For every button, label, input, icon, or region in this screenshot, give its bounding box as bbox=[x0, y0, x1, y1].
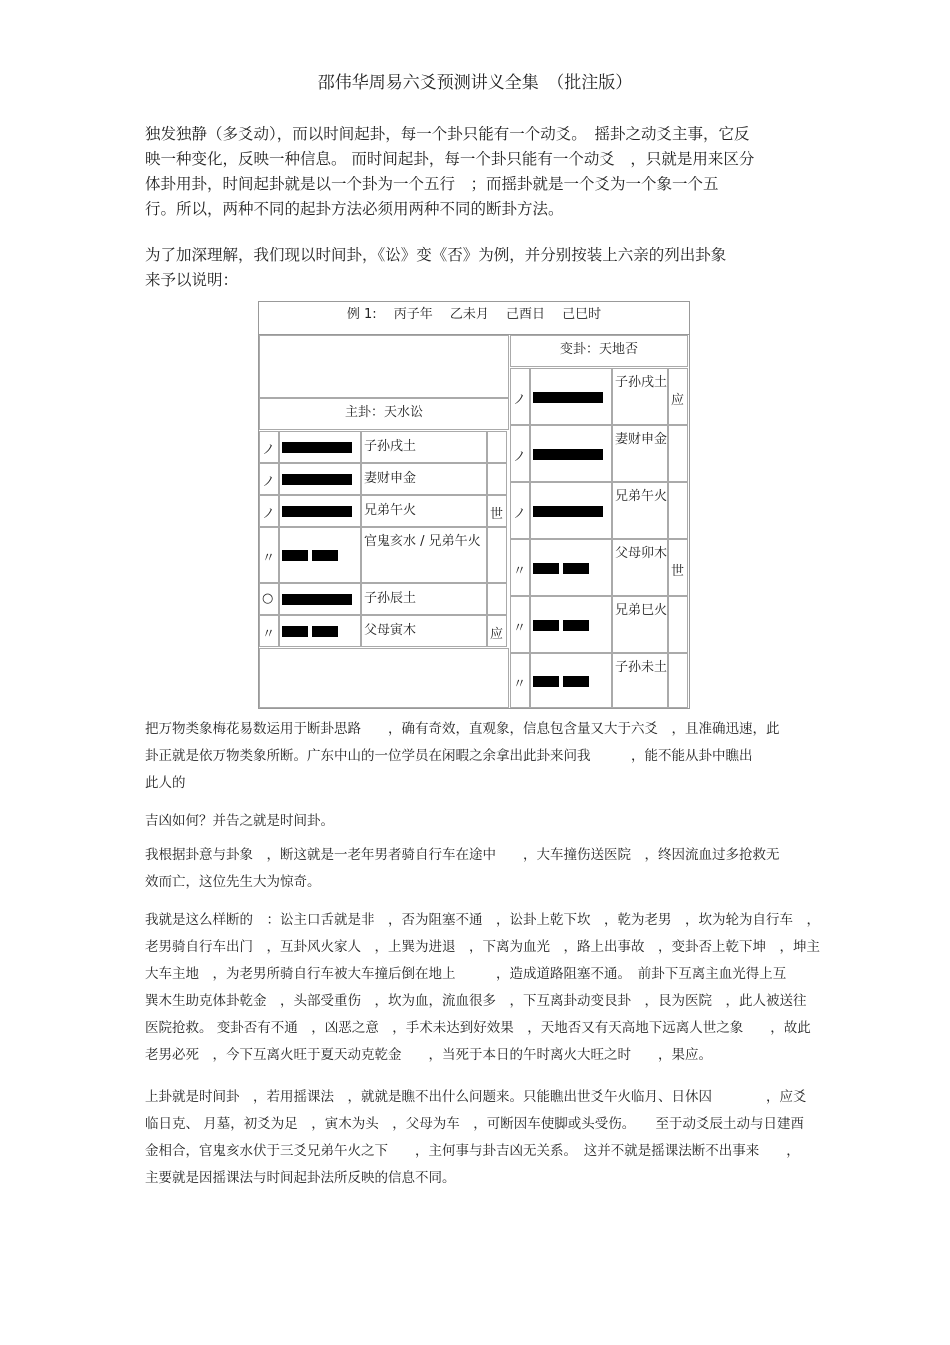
changed-line-mark-cell bbox=[510, 596, 530, 653]
changed-line-text-cell bbox=[612, 596, 668, 653]
changed-line-mark: 〃 bbox=[513, 620, 527, 636]
yang-line bbox=[282, 506, 352, 517]
yin-line bbox=[282, 626, 338, 637]
yin-line bbox=[282, 550, 338, 561]
analysis-paragraph-4 bbox=[145, 907, 820, 1069]
main-line-tag-cell bbox=[487, 495, 507, 527]
changed-six-relative-label: 兄弟午火 bbox=[615, 489, 668, 504]
text-line: 卦正就是依万物类象所断。广东中山的一位学员在闲暇之余拿出此卦来问我 ，能不能从卦中瞧出 bbox=[145, 748, 753, 764]
changed-line-text-cell bbox=[612, 653, 668, 708]
changed-six-relative-label: 父母卯木 bbox=[615, 546, 668, 561]
text-line: 吉凶如何？并告之就是时间卦。 bbox=[145, 813, 334, 829]
changed-line-cell bbox=[530, 482, 612, 539]
main-six-relative-label: 妻财申金 bbox=[364, 471, 417, 486]
changed-line-cell bbox=[530, 653, 612, 708]
yin-line bbox=[533, 563, 589, 574]
intro-line: 独发独静（多爻动），而以时间起卦，每一个卦只能有一个动爻。 摇卦之动爻主事，它反 bbox=[145, 125, 750, 143]
yang-line bbox=[533, 392, 603, 403]
changed-line-tag-cell bbox=[668, 539, 688, 596]
main-line-text-cell bbox=[361, 615, 487, 647]
changed-line-mark: ノ bbox=[513, 392, 527, 408]
main-line-text-cell bbox=[361, 431, 487, 463]
intro-line: 行。所以，两种不同的起卦方法必须用两种不同的断卦方法。 bbox=[145, 200, 564, 218]
table-header: 例 1: 丙子年 乙未月 己酉日 己巳时 bbox=[259, 302, 689, 335]
main-line-tag-cell bbox=[487, 463, 507, 495]
text-line: 巽木生助克体卦乾金 ，头部受重伤 ，坎为血，流血很多 ，下互离卦动变艮卦 ，艮为医院 ，此人被送往 bbox=[145, 993, 807, 1009]
main-line-text-cell bbox=[361, 527, 487, 583]
main-line-cell bbox=[279, 583, 361, 615]
analysis-paragraph-5 bbox=[145, 1084, 810, 1192]
changed-line-text-cell bbox=[612, 482, 668, 539]
text-line: 金相合，官鬼亥水伏于三爻兄弟午火之下 ，主何事与卦吉凶无关系。 这并不就是摇课法断不出事来 ， bbox=[145, 1143, 800, 1159]
main-six-relative-label: 官鬼亥水 / 兄弟午火 bbox=[364, 534, 481, 549]
changed-line-mark: ノ bbox=[513, 449, 527, 465]
text-line: 医院抢救。 变卦否有不通 ，凶恶之意 ，手术未达到好效果 ，天地否又有天高地下远离人世之象 ，故此 bbox=[145, 1020, 811, 1036]
main-six-relative-label: 子孙辰土 bbox=[364, 591, 417, 606]
main-line-text-cell bbox=[361, 463, 487, 495]
main-shi-ying-tag: 世 bbox=[490, 507, 504, 522]
yang-line bbox=[533, 506, 603, 517]
intro-line: 为了加深理解，我们现以时间卦，《讼》变《否》为例，并分别按装上六亲的列出卦象 bbox=[145, 246, 727, 264]
text-line: 大车主地 ，为老男所骑自行车被大车撞后倒在地上 ，造成道路阻塞不通。 前卦下互离主血光得上互 bbox=[145, 966, 787, 982]
main-line-cell bbox=[279, 431, 361, 463]
changed-shi-ying-tag: 世 bbox=[671, 563, 685, 579]
changed-six-relative-label: 子孙未土 bbox=[615, 660, 668, 675]
text-line: 此人的 bbox=[145, 775, 186, 791]
changed-line-mark-cell bbox=[510, 482, 530, 539]
text-line: 我就是这么样断的 ：讼主口舌就是非 ，否为阻塞不通 ，讼卦上乾下坎 ，乾为老男 ，坎为轮为自行车 ， bbox=[145, 912, 820, 928]
intro-line: 体卦用卦，时间起卦就是以一个卦为一个五行 ；而摇卦就是一个爻为一个象一个五 bbox=[145, 175, 719, 193]
intro-line: 来予以说明： bbox=[145, 271, 239, 289]
intro-paragraph bbox=[145, 122, 810, 222]
changed-hexagram-title: 变卦：天地否 bbox=[510, 335, 688, 367]
analysis-paragraph-3 bbox=[145, 842, 810, 896]
changed-six-relative-label: 兄弟巳火 bbox=[615, 603, 668, 618]
changed-line-tag-cell bbox=[668, 653, 688, 708]
main-six-relative-label: 父母寅木 bbox=[364, 623, 417, 638]
yin-line bbox=[533, 620, 589, 631]
main-line-mark-cell bbox=[259, 527, 279, 583]
main-line-mark-cell bbox=[259, 615, 279, 647]
main-shi-ying-tag: 应 bbox=[490, 627, 504, 642]
changed-six-relative-label: 妻财申金 bbox=[615, 432, 668, 447]
main-line-text-cell bbox=[361, 583, 487, 615]
main-six-relative-label: 子孙戌土 bbox=[364, 439, 417, 454]
changed-line-tag-cell bbox=[668, 482, 688, 539]
blank-cell bbox=[259, 335, 509, 398]
changed-line-cell bbox=[530, 539, 612, 596]
changed-line-mark: ノ bbox=[513, 506, 527, 522]
main-line-mark: 〃 bbox=[262, 551, 276, 566]
changed-line-tag-cell bbox=[668, 368, 688, 425]
main-line-mark: ○ bbox=[262, 591, 274, 606]
text-line: 老男骑自行车出门 ，互卦风火家人 ，上巽为进退 ，下离为血光 ，路上出事故 ，变卦否上乾下坤 ，坤主 bbox=[145, 939, 820, 955]
yang-line bbox=[282, 474, 352, 485]
changed-line-mark: 〃 bbox=[513, 563, 527, 579]
text-line: 我根据卦意与卦象 ，断这就是一老年男者骑自行车在途中 ，大车撞伤送医院 ，终因流血过多抢救无 bbox=[145, 847, 780, 863]
main-six-relative-label: 兄弟午火 bbox=[364, 503, 417, 518]
text-line: 效而亡，这位先生大为惊奇。 bbox=[145, 874, 321, 890]
main-line-mark: ノ bbox=[262, 475, 276, 490]
yang-line bbox=[533, 449, 603, 460]
main-line-mark-cell bbox=[259, 583, 279, 615]
changed-line-mark-cell bbox=[510, 425, 530, 482]
intro-paragraph-2 bbox=[145, 243, 810, 293]
main-line-cell bbox=[279, 495, 361, 527]
changed-line-mark-cell bbox=[510, 653, 530, 708]
changed-line-mark: 〃 bbox=[513, 676, 527, 692]
changed-line-cell bbox=[530, 368, 612, 425]
changed-line-tag-cell bbox=[668, 425, 688, 482]
changed-line-cell bbox=[530, 425, 612, 482]
changed-line-tag-cell bbox=[668, 596, 688, 653]
hexagram-table bbox=[258, 301, 690, 709]
main-line-mark: 〃 bbox=[262, 627, 276, 642]
changed-line-cell bbox=[530, 596, 612, 653]
main-line-cell bbox=[279, 527, 361, 583]
text-line: 上卦就是时间卦 ，若用摇课法 ，就就是瞧不出什么问题来。只能瞧出世爻午火临月、日休囚 ，应爻 bbox=[145, 1089, 807, 1105]
text-line: 主要就是因摇课法与时间起卦法所反映的信息不同。 bbox=[145, 1170, 456, 1186]
changed-line-text-cell bbox=[612, 539, 668, 596]
yang-line bbox=[282, 442, 352, 453]
main-line-tag-cell bbox=[487, 615, 507, 647]
analysis-paragraph-2 bbox=[145, 808, 810, 835]
main-line-tag-cell bbox=[487, 527, 507, 583]
main-line-mark-cell bbox=[259, 495, 279, 527]
analysis-paragraph-1 bbox=[145, 716, 810, 797]
yang-line bbox=[282, 594, 352, 605]
main-line-mark: ノ bbox=[262, 507, 276, 522]
main-line-text-cell bbox=[361, 495, 487, 527]
main-line-mark-cell bbox=[259, 431, 279, 463]
blank-cell bbox=[259, 648, 509, 708]
text-line: 把万物类象梅花易数运用于断卦思路 ，确有奇效，直观象，信息包含量又大于六爻 ，且准确迅速，此 bbox=[145, 721, 780, 737]
main-line-cell bbox=[279, 615, 361, 647]
main-line-mark-cell bbox=[259, 463, 279, 495]
changed-line-mark-cell bbox=[510, 368, 530, 425]
main-line-tag-cell bbox=[487, 431, 507, 463]
changed-six-relative-label: 子孙戌土 bbox=[615, 375, 668, 390]
yin-line bbox=[533, 676, 589, 687]
main-line-cell bbox=[279, 463, 361, 495]
changed-line-mark-cell bbox=[510, 539, 530, 596]
text-line: 老男必死 ，今下互离火旺于夏天动克乾金 ，当死于本日的午时离火大旺之时 ，果应。 bbox=[145, 1047, 712, 1063]
text-line: 临日克、 月墓，初爻为足 ，寅木为头 ，父母为车 ，可断因车使脚或头受伤。 至于动爻辰土动与日建酉 bbox=[145, 1116, 805, 1132]
main-hexagram-title: 主卦：天水讼 bbox=[259, 398, 509, 430]
intro-line: 映一种变化，反映一种信息。 而时间起卦，每一个卦只能有一个动爻 ，只就是用来区分 bbox=[145, 150, 755, 168]
changed-shi-ying-tag: 应 bbox=[671, 392, 685, 408]
page-title: 邵伟华周易六爻预测讲义全集 （批注版） bbox=[317, 73, 633, 93]
main-line-tag-cell bbox=[487, 583, 507, 615]
changed-line-text-cell bbox=[612, 368, 668, 425]
main-line-mark: ノ bbox=[262, 443, 276, 458]
changed-line-text-cell bbox=[612, 425, 668, 482]
